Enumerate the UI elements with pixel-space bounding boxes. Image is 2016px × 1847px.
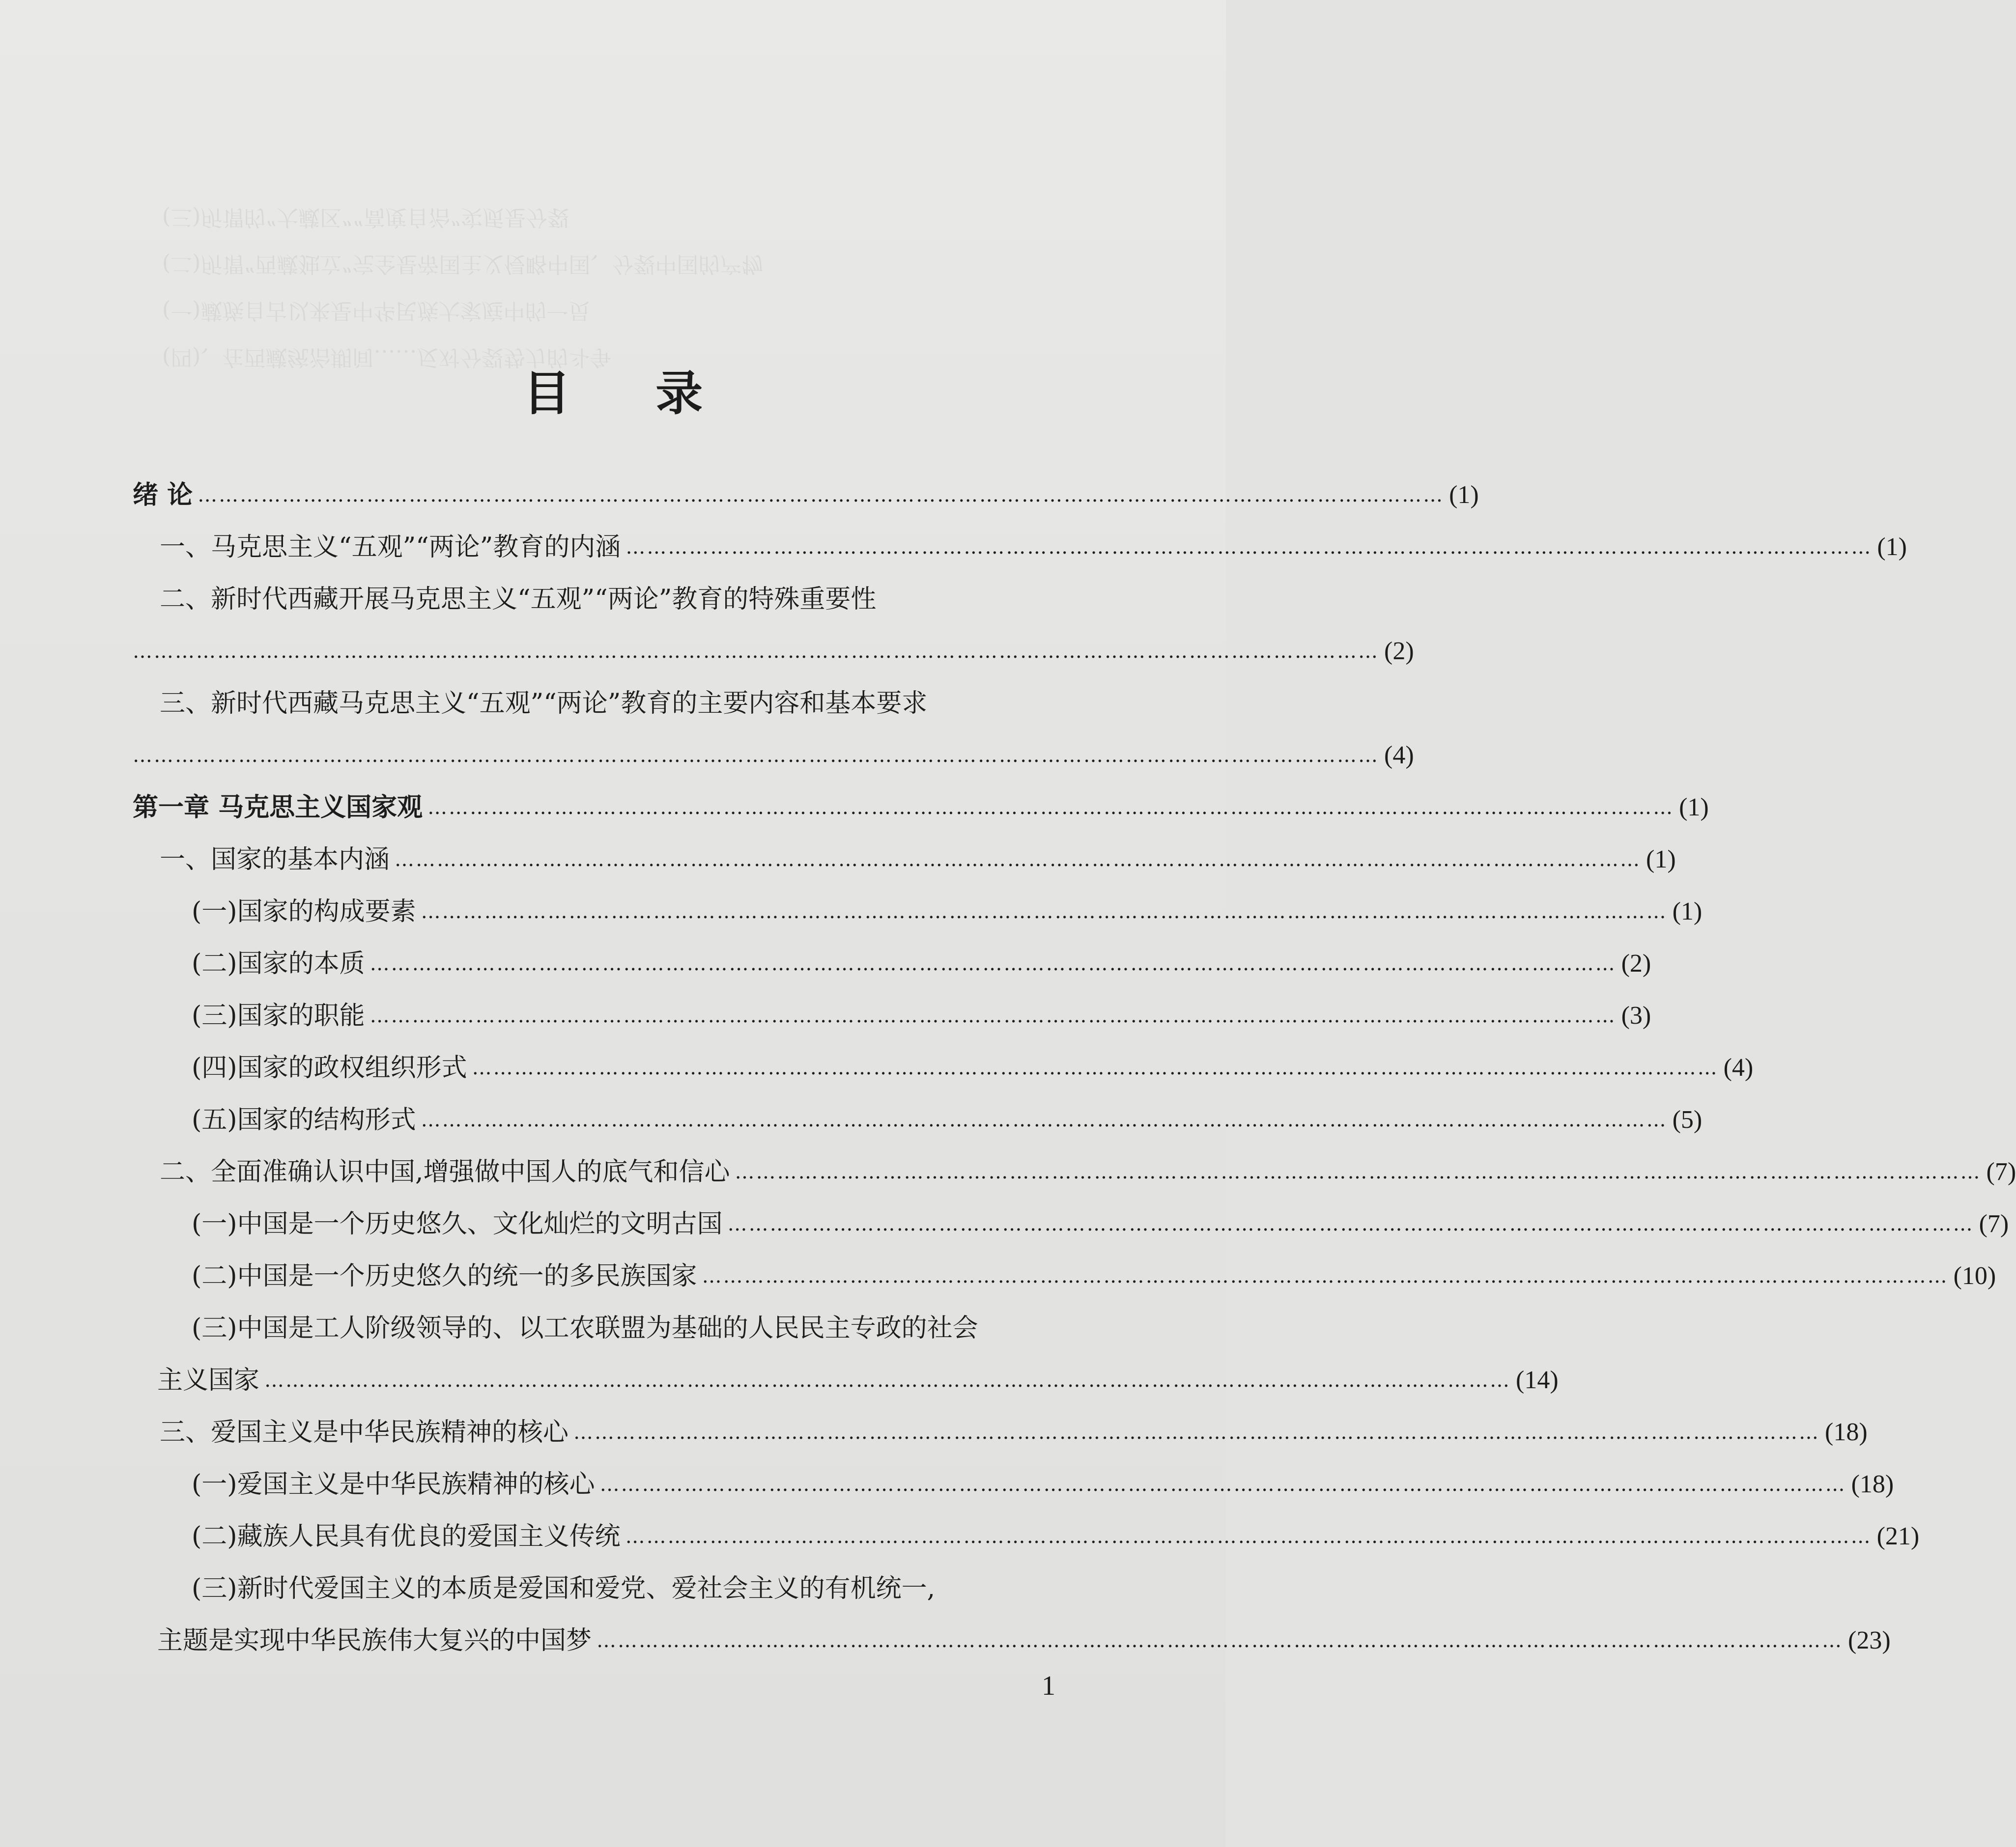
toc-entry-label: (三)国家的职能 — [192, 1001, 365, 1031]
toc-page-number: (10) — [1953, 1262, 1996, 1290]
toc-page-number: (3) — [1621, 1002, 1651, 1030]
toc-chapter — [133, 772, 1709, 824]
toc-page-number: (1) — [1449, 481, 1479, 509]
toc-subentry — [133, 980, 1651, 1032]
toc-leader: …………………………………………………………………………………………………………………………………………………………… — [427, 796, 1675, 819]
toc-page-number: (18) — [1851, 1470, 1894, 1498]
toc-page-number: (23) — [1848, 1626, 1891, 1654]
toc-page-number: (5) — [1672, 1106, 1703, 1134]
toc-entry — [133, 824, 1676, 876]
toc-entry-label: (二)藏族人民具有优良的爱国主义传统 — [192, 1522, 621, 1551]
toc-page-number: (2) — [1384, 637, 1414, 665]
toc-leader: …………………………………………………………………………………………………………………………………………………………… — [133, 744, 1379, 767]
bleed-line: (三)所谓的“大藏区”“高度自治”实质是分裂 — [162, 205, 569, 230]
toc-leader: …………………………………………………………………………………………………………………………………………………………… — [369, 1005, 1617, 1027]
toc-page-number: (14) — [1516, 1366, 1559, 1394]
toc-leader: …………………………………………………………………………………………………………………………………………………………… — [198, 484, 1445, 506]
toc-subentry-first-line — [133, 1292, 1066, 1344]
toc-entry-continuation — [133, 720, 1414, 772]
toc-subentry — [133, 1032, 1754, 1084]
toc-entry-label: (二)中国是一个历史悠久的统一的多民族国家 — [192, 1261, 697, 1291]
toc-leader: …………………………………………………………………………………………………………………………………………………………… — [625, 536, 1873, 559]
page-title: 目 录 — [523, 365, 738, 421]
toc-entry-label-continued: 主义国家 — [157, 1366, 260, 1395]
toc-page-number: (1) — [1646, 845, 1676, 873]
page-folio-number: 1 — [1042, 1671, 1055, 1701]
toc-entry-label: (三)新时代爱国主义的本质是爱国和爱党、爱社会主义的有机统一, — [192, 1574, 936, 1603]
toc-page-number: (21) — [1876, 1522, 1920, 1550]
toc-subentry — [133, 1240, 1996, 1292]
toc-entry-label: 绪 论 — [133, 480, 193, 510]
bleed-line: (四)、在西藏统治期间……反对分裂势力的斗争 — [162, 345, 612, 370]
toc-entry — [133, 1136, 2016, 1188]
toc-subentry — [133, 1501, 1920, 1553]
toc-page-number: (7) — [1986, 1158, 2016, 1186]
toc-entry-label: 二、全面准确认识中国,增强做中国人的底气和信心 — [160, 1157, 730, 1187]
toc-entry-first-line — [133, 668, 1066, 720]
toc-leader: …………………………………………………………………………………………………………………………………………………………… — [133, 640, 1379, 663]
toc-page-number: (1) — [1877, 533, 1907, 561]
toc-entry-label: 一、国家的基本内涵 — [160, 845, 390, 874]
toc-entry-label: 三、新时代西藏马克思主义“五观”“两论”教育的主要内容和基本要求 — [160, 689, 928, 718]
toc-chapter-label: 第一章 马克思主义国家观 — [133, 792, 423, 822]
toc-leader: …………………………………………………………………………………………………………………………………………………………… — [421, 900, 1668, 923]
toc-entry-label: (四)国家的政权组织形式 — [192, 1053, 467, 1083]
toc-entry-label: 一、马克思主义“五观”“两论”教育的内涵 — [160, 532, 621, 562]
toc-subentry-first-line — [133, 1553, 1066, 1605]
toc-subentry — [133, 876, 1703, 928]
toc-page-number: (18) — [1825, 1418, 1868, 1446]
toc-page-number: (7) — [1979, 1210, 2009, 1238]
toc-entry-label: 二、新时代西藏开展马克思主义“五观”“两论”教育的特殊重要性 — [160, 585, 877, 614]
bleed-line: (一)藏族自古以来是中华民族大家庭中的一员 — [162, 298, 590, 323]
toc-subentry-continuation — [133, 1344, 1559, 1397]
toc-leader: …………………………………………………………………………………………………………………………………………………………… — [625, 1525, 1872, 1548]
toc-entry-label: (一)国家的构成要素 — [192, 897, 416, 926]
bleed-line: (二)所谓“西藏独立”完全是帝国主义侵略中国、分裂中国的产物 — [162, 252, 764, 277]
toc-subentry — [133, 928, 1651, 980]
toc-entry-label: (三)中国是工人阶级领导的、以工农联盟为基础的人民民主专政的社会 — [192, 1314, 978, 1343]
toc-entry-label-continued: 主题是实现中华民族伟大复兴的中国梦 — [157, 1626, 592, 1655]
toc-entry — [133, 511, 1907, 563]
toc-page-number: (4) — [1384, 741, 1414, 769]
toc-entry — [133, 459, 1479, 511]
toc-page-number: (1) — [1679, 793, 1709, 821]
toc-entry-label: (五)国家的结构形式 — [192, 1105, 416, 1135]
toc-leader: …………………………………………………………………………………………………………………………………………………………… — [472, 1057, 1719, 1079]
toc-subentry-continuation — [133, 1605, 1891, 1657]
toc-entry-label: (一)中国是一个历史悠久、文化灿烂的文明古国 — [192, 1209, 723, 1239]
toc-entry-label: 三、爱国主义是中华民族精神的核心 — [160, 1418, 569, 1447]
toc-leader: …………………………………………………………………………………………………………………………………………………………… — [395, 848, 1642, 871]
toc-leader: …………………………………………………………………………………………………………………………………………………………… — [369, 952, 1617, 975]
toc-leader: …………………………………………………………………………………………………………………………………………………………… — [421, 1109, 1668, 1131]
toc-leader: …………………………………………………………………………………………………………………………………………………………… — [702, 1265, 1949, 1287]
toc-page-number: (1) — [1672, 897, 1703, 925]
table-of-contents — [133, 459, 2016, 1657]
toc-leader: …………………………………………………………………………………………………………………………………………………………… — [573, 1421, 1820, 1444]
toc-entry — [133, 1397, 1868, 1449]
toc-leader: …………………………………………………………………………………………………………………………………………………………… — [735, 1161, 1982, 1183]
toc-subentry — [133, 1449, 1894, 1501]
toc-page-number: (4) — [1723, 1054, 1754, 1082]
toc-leader: …………………………………………………………………………………………………………………………………………………………… — [599, 1473, 1846, 1496]
toc-subentry — [133, 1188, 2009, 1240]
toc-entry-label: (一)爱国主义是中华民族精神的核心 — [192, 1470, 595, 1499]
bleed-through-text — [162, 194, 1071, 381]
toc-leader: …………………………………………………………………………………………………………………………………………………………… — [596, 1629, 1844, 1652]
toc-leader: …………………………………………………………………………………………………………………………………………………………… — [727, 1213, 1974, 1235]
toc-subentry — [133, 1084, 1703, 1136]
toc-entry-label: (二)国家的本质 — [192, 949, 365, 979]
toc-entry-continuation — [133, 616, 1414, 668]
toc-page-number: (2) — [1621, 950, 1651, 978]
toc-entry-first-line — [133, 563, 1066, 616]
toc-leader: …………………………………………………………………………………………………………………………………………………………… — [264, 1369, 1511, 1392]
